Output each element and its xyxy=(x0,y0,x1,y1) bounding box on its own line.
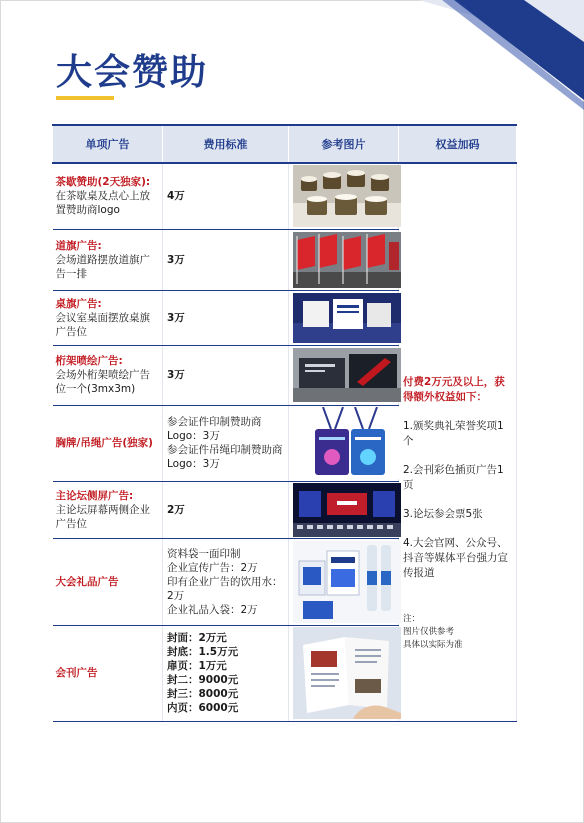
item-desc: 会议室桌面摆放桌旗广告位 xyxy=(55,311,150,338)
fee-line: 参会证件印制赞助商Logo：3万 xyxy=(167,416,262,442)
title-underline xyxy=(56,96,114,100)
image-cell xyxy=(289,229,399,290)
benefit-item: 3.论坛参会票5张 xyxy=(403,507,483,520)
image-cell xyxy=(289,625,399,721)
item-desc: 在茶歇桌及点心上放置赞助商logo xyxy=(55,190,150,217)
item-desc: 会场道路摆放道旗广告一排 xyxy=(55,253,150,280)
fee-line: 企业宣传广告：2万 xyxy=(167,561,258,574)
col-header-item: 单项广告 xyxy=(53,125,163,163)
sponsorship-table xyxy=(52,124,517,722)
benefit-heading: 付费2万元及以上，获得额外权益如下： xyxy=(403,375,505,403)
benefit-item: 4.大会官网、公众号、抖音等媒体平台强力宣传报道 xyxy=(403,536,508,579)
fee-cell xyxy=(163,405,289,481)
fee-line: 3万 xyxy=(167,253,185,266)
fee-cell xyxy=(163,229,289,290)
item-title: 桌旗广告: xyxy=(55,297,102,310)
note xyxy=(403,613,512,652)
item-title: 茶歇赞助(2天独家): xyxy=(55,176,151,189)
benefit-item: 1.颁奖典礼荣誉奖项1个 xyxy=(403,419,504,447)
fee-line: 3万 xyxy=(167,369,185,381)
fee-cell xyxy=(163,163,289,229)
image-cell xyxy=(289,345,399,405)
item-cell xyxy=(53,481,163,538)
gift-bag-photo xyxy=(293,541,401,623)
fee-line: 封面：2万元 xyxy=(167,632,227,644)
col-header-benefit: 权益加码 xyxy=(399,125,517,163)
main-stage-photo xyxy=(293,483,401,537)
item-cell xyxy=(53,290,163,345)
fee-line: 扉页：1万元 xyxy=(167,660,227,672)
col-header-image: 参考图片 xyxy=(289,125,399,163)
note-line: 图片仅供参考 xyxy=(403,626,455,637)
item-title: 会刊广告 xyxy=(55,667,98,679)
fee-cell xyxy=(163,538,289,625)
fee-cell xyxy=(163,625,289,721)
image-cell xyxy=(289,481,399,538)
page-title: 大会赞助 xyxy=(56,51,209,93)
fee-cell xyxy=(163,290,289,345)
item-desc: 主论坛屏幕两侧企业广告位 xyxy=(55,503,150,530)
fee-line: 封三：8000元 xyxy=(167,688,239,700)
image-cell xyxy=(289,405,399,481)
item-cell xyxy=(53,405,163,481)
tea-break-photo xyxy=(293,165,401,227)
fee-line: 参会证件吊绳印制赞助商Logo：3万 xyxy=(167,444,283,470)
fee-cell xyxy=(163,481,289,538)
fee-line: 企业礼品入袋：2万 xyxy=(167,603,258,616)
flag-banner-photo xyxy=(293,232,401,288)
item-title: 主论坛侧屏广告: xyxy=(55,489,134,502)
item-title: 道旗广告: xyxy=(55,239,102,252)
table-flag-photo xyxy=(293,293,401,343)
item-title: 大会礼品广告 xyxy=(55,575,119,588)
fee-line: 3万 xyxy=(167,311,185,324)
benefit-cell xyxy=(399,163,517,721)
item-title: 胸牌/吊绳广告(独家) xyxy=(55,437,153,449)
fee-line: 内页：6000元 xyxy=(167,702,239,714)
note-label: 注： xyxy=(403,613,421,624)
truss-banner-photo xyxy=(293,348,401,402)
fee-line: 2万 xyxy=(167,503,185,516)
fee-line: 4万 xyxy=(167,190,185,203)
image-cell xyxy=(289,290,399,345)
table-row xyxy=(53,163,517,229)
table-header-row xyxy=(53,125,517,163)
fee-line: 资料袋一面印制 xyxy=(167,547,241,560)
image-cell xyxy=(289,163,399,229)
item-cell xyxy=(53,345,163,405)
brochure-photo xyxy=(293,627,401,719)
badge-lanyard-photo xyxy=(293,407,401,479)
item-title: 桁架喷绘广告: xyxy=(55,355,123,367)
fee-line: 印有企业广告的饮用水：2万 xyxy=(167,575,283,602)
item-cell xyxy=(53,229,163,290)
item-cell xyxy=(53,625,163,721)
item-desc: 会场外桁架喷绘广告位一个(3mx3m) xyxy=(55,369,150,395)
item-cell xyxy=(53,538,163,625)
corner-decoration xyxy=(324,0,584,110)
item-cell xyxy=(53,163,163,229)
fee-cell xyxy=(163,345,289,405)
col-header-fee: 费用标准 xyxy=(163,125,289,163)
benefit-item: 2.会刊彩色插页广告1页 xyxy=(403,463,504,491)
note-line: 具体以实际为准 xyxy=(403,639,463,650)
fee-line: 封二：9000元 xyxy=(167,674,239,686)
fee-line: 封底：1.5万元 xyxy=(167,646,239,658)
image-cell xyxy=(289,538,399,625)
